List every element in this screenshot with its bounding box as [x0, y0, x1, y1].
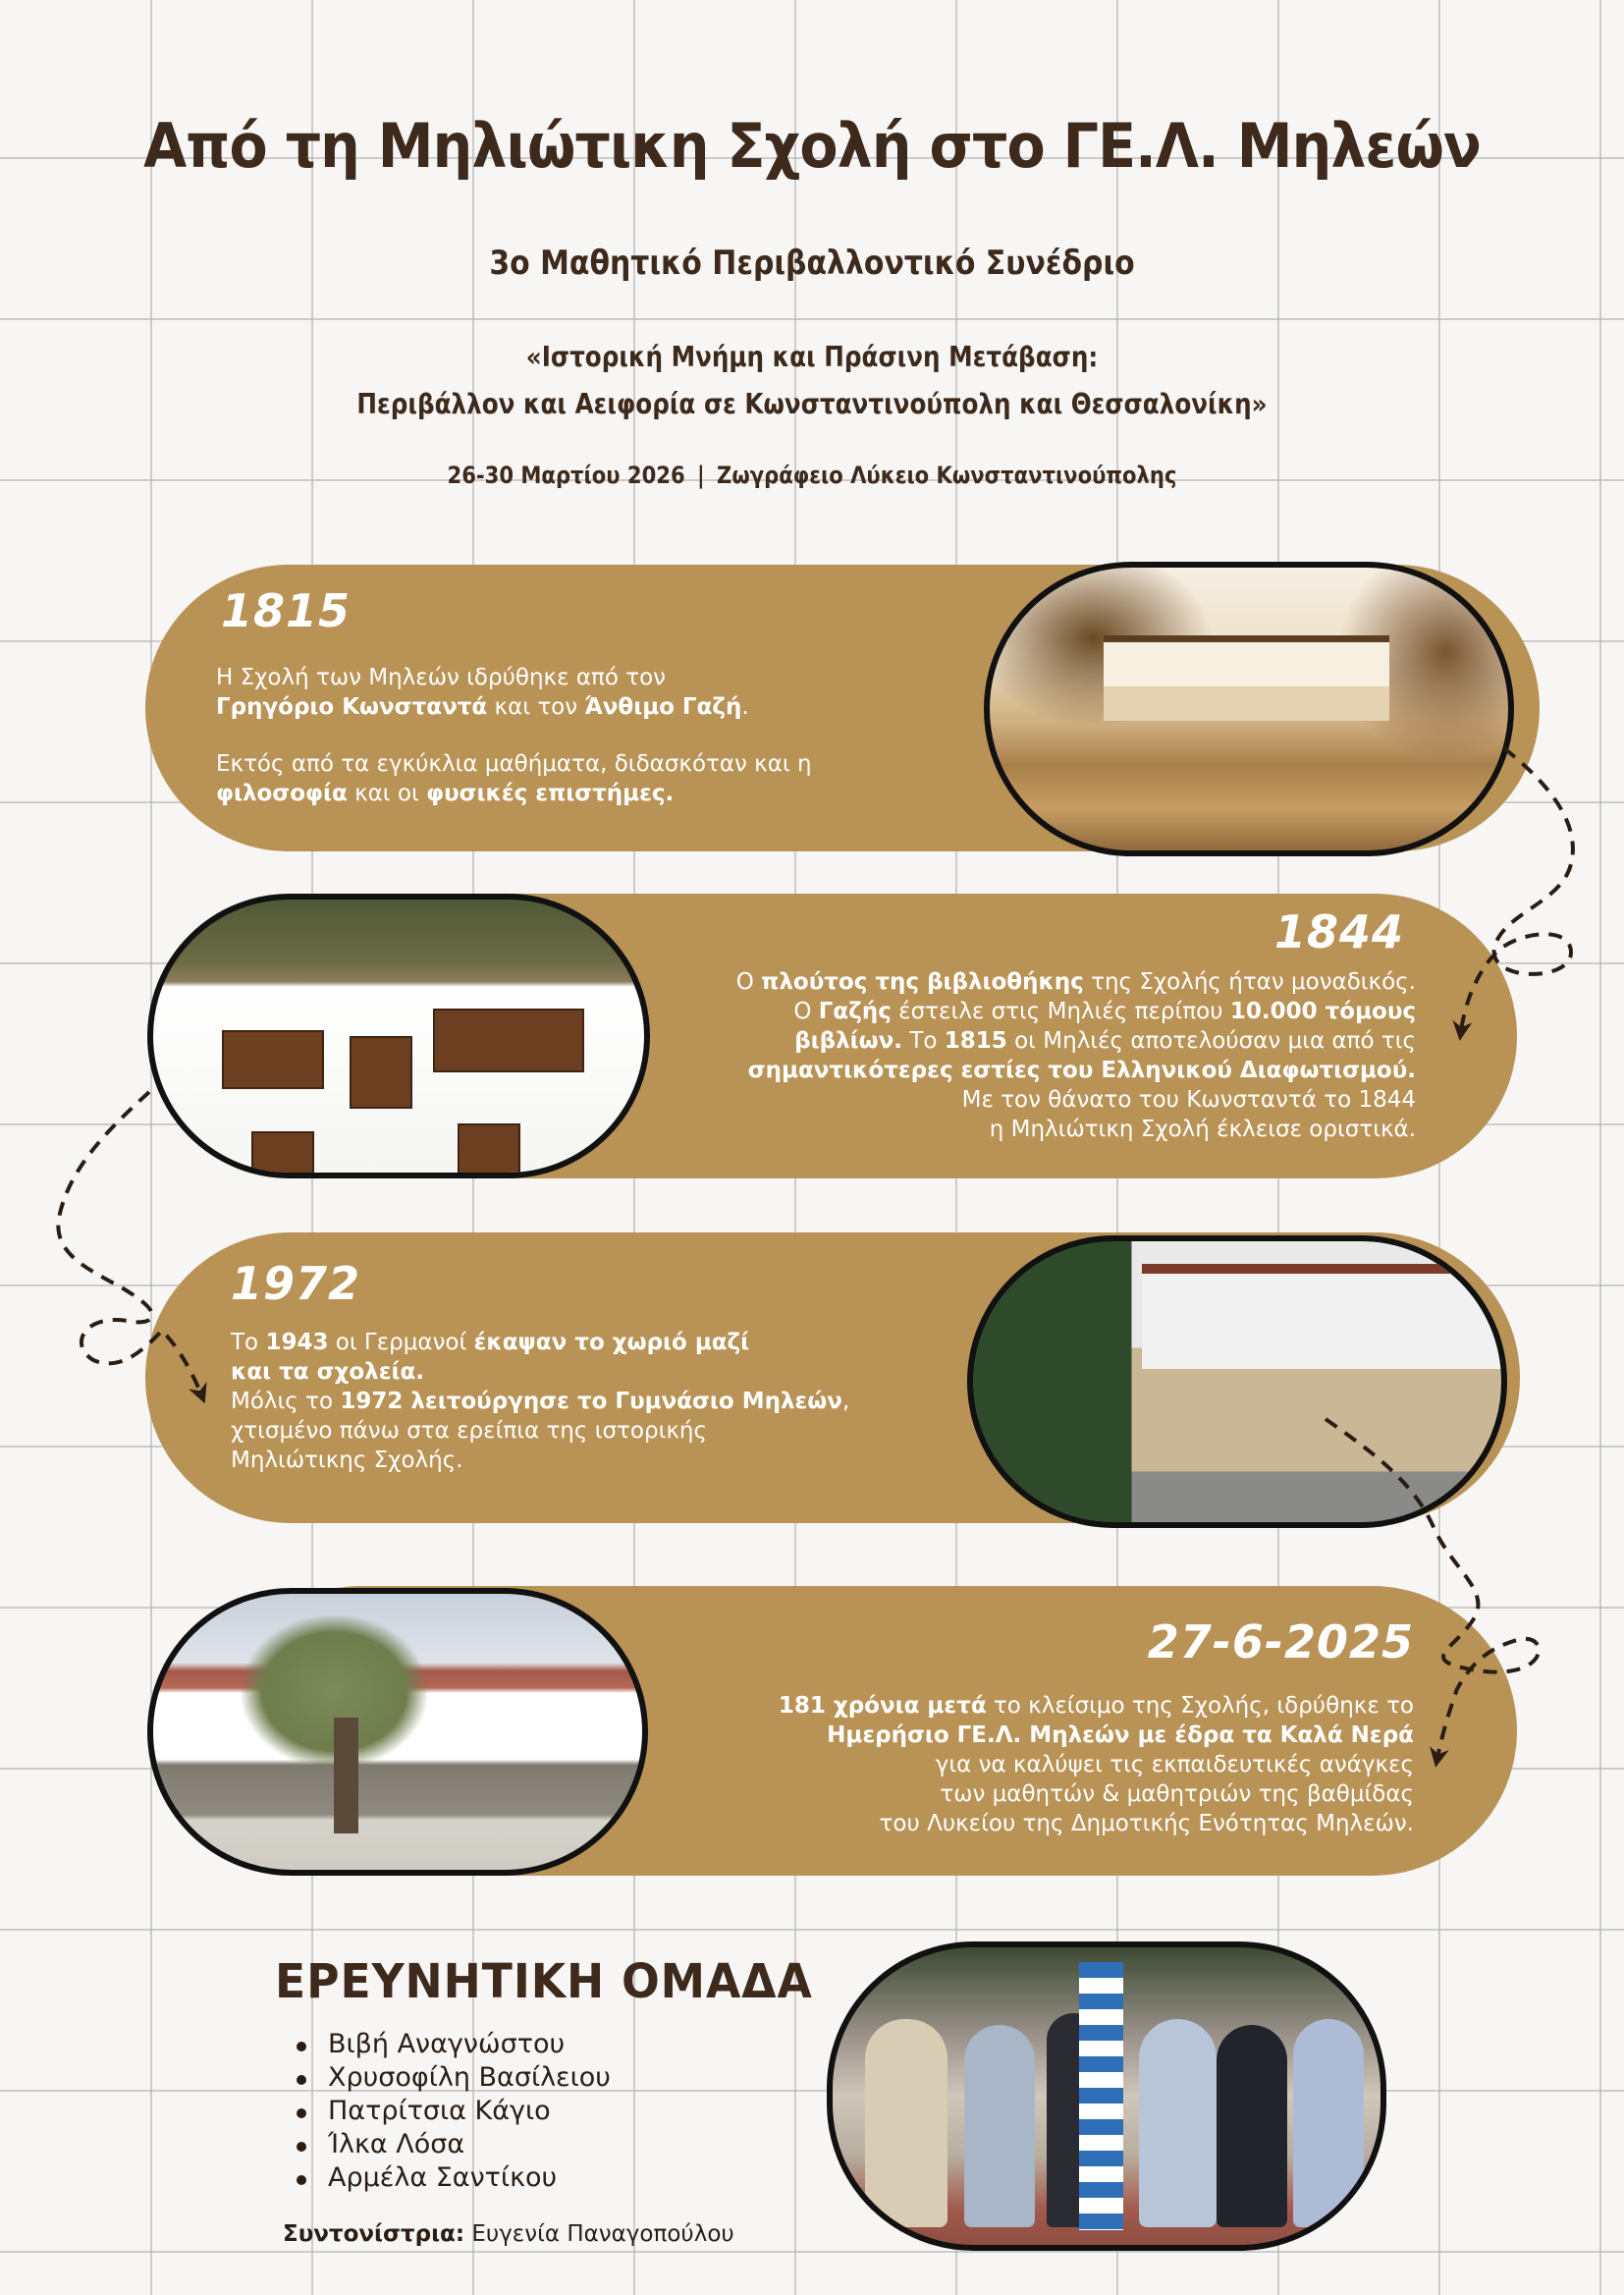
person	[1217, 2025, 1288, 2227]
text-line: χτισμένο πάνω στα ερείπια της ιστορικής	[231, 1418, 707, 1444]
team-member: Βιβή Αναγνώστου	[285, 2028, 611, 2061]
text-line: Το 1943 οι Γερμανοί έκαψαν το χωριό μαζί	[231, 1330, 750, 1355]
paragraph-2: Εκτός από τα εγκύκλια μαθήματα, διδασκόταν και η φιλοσοφία και οι φυσικές επιστήμες.	[216, 751, 812, 806]
person	[865, 2019, 947, 2227]
timeline-text	[231, 1328, 957, 1475]
timeline-year: 1844	[1273, 905, 1404, 958]
window	[222, 1030, 324, 1089]
conference-subtitle: 3ο Μαθητικό Περιβαλλοντικό Συνέδριο	[489, 244, 1135, 283]
timeline-year: 27-6-2025	[1147, 1615, 1414, 1668]
team-member: Χρυσοφίλη Βασίλειου	[285, 2061, 611, 2095]
text-line: Ο Γαζής έστειλε στις Μηλιές περίπου 10.000 τόμους	[793, 999, 1416, 1024]
text-line: Μηλιώτικης Σχολής.	[231, 1448, 463, 1473]
person	[1293, 2019, 1365, 2227]
timeline-year: 1972	[231, 1257, 361, 1310]
text-line: Ο πλούτος της βιβλιοθήκης της Σχολής ήταν μοναδικός.	[735, 969, 1416, 995]
coordinator-line	[283, 2221, 734, 2247]
theme-line-1: «Ιστορική Μνήμη και Πράσινη Μετάβαση:	[525, 341, 1099, 373]
bullet-icon	[297, 2042, 306, 2051]
text-line: και τα σχολεία.	[231, 1359, 425, 1385]
person	[1139, 2019, 1216, 2227]
paragraph-1: Η Σχολή των Μηλεών ιδρύθηκε από τον Γρηγόριο Κωνσταντά και τον Άνθιμο Γαζή.	[216, 665, 749, 720]
building-upper-floor	[1142, 1264, 1501, 1369]
conference-theme	[97, 334, 1527, 428]
window	[433, 1009, 584, 1072]
library-building-photo	[147, 894, 650, 1178]
text-line: βιβλίων. Το 1815 οι Μηλιές αποτελούσαν μια από τις	[794, 1028, 1416, 1054]
bullet-icon	[297, 2175, 306, 2185]
theme-line-2: Περιβάλλον και Αειφορία σε Κωνσταντινούπολη και Θεσσαλονίκη»	[356, 388, 1268, 420]
timeline-text	[668, 1691, 1414, 1838]
conference-venue: Ζωγράφειο Λύκειο Κωνσταντινούπολης	[717, 462, 1177, 489]
coordinator-name: Ευγενία Παναγοπούλου	[464, 2221, 734, 2247]
page-title: Από τη Μηλιώτικη Σχολή στο ΓΕ.Λ. Μηλεών	[143, 110, 1481, 182]
team-member-list	[285, 2028, 611, 2195]
timeline-text	[668, 967, 1416, 1144]
building-shape	[1104, 635, 1388, 720]
text-line: Με τον θάνατο του Κωνσταντά το 1844	[961, 1087, 1416, 1113]
text-line: του Λυκείου της Δημοτικής Ενότητας Μηλεών.	[879, 1811, 1414, 1836]
person	[964, 2025, 1036, 2227]
text-line: Μόλις το 1972 λειτούργησε το Γυμνάσιο Μηλεών,	[231, 1389, 850, 1414]
text-line: Ημερήσιο ΓΕ.Λ. Μηλεών με έδρα τα Καλά Νερά	[827, 1722, 1414, 1748]
separator: |	[697, 462, 705, 489]
team-member: Ίλκα Λόσα	[285, 2128, 611, 2161]
text-line: 181 χρόνια μετά το κλείσιμο της Σχολής, ιδρύθηκε το	[778, 1693, 1414, 1719]
team-group-photo	[827, 1941, 1386, 2251]
bullet-icon	[297, 2108, 306, 2118]
greek-flag	[1079, 1962, 1123, 2230]
high-school-building-photo	[147, 1588, 648, 1876]
bullet-icon	[297, 2075, 306, 2085]
window	[251, 1131, 314, 1176]
bullet-icon	[297, 2142, 306, 2152]
window	[458, 1123, 520, 1176]
team-member: Πατρίτσια Κάγιο	[285, 2095, 611, 2128]
date-venue-line	[97, 462, 1527, 489]
timeline-year: 1815	[221, 584, 352, 637]
text-line: των μαθητών & μαθητριών της βαθμίδας	[940, 1781, 1414, 1807]
timeline-text	[216, 663, 923, 808]
conference-dates: 26-30 Μαρτίου 2026	[447, 462, 685, 489]
gymnasium-building-photo	[967, 1235, 1507, 1528]
text-line: η Μηλιώτικη Σχολή έκλεισε οριστικά.	[989, 1117, 1416, 1142]
text-line: για να καλύψει τις εκπαιδευτικές ανάγκες	[935, 1752, 1414, 1777]
tree-trunk	[334, 1718, 358, 1833]
team-title: ΕΡΕΥΝΗΤΙΚΗ ΟΜΑΔΑ	[275, 1954, 813, 2009]
window	[350, 1036, 412, 1109]
coordinator-label: Συντονίστρια:	[283, 2221, 465, 2247]
text-line: σημαντικότερες εστίες του Ελληνικού Διαφωτισμού.	[747, 1058, 1416, 1083]
team-member: Αρμέλα Σαντίκου	[285, 2161, 611, 2195]
historic-school-photo	[984, 562, 1514, 856]
